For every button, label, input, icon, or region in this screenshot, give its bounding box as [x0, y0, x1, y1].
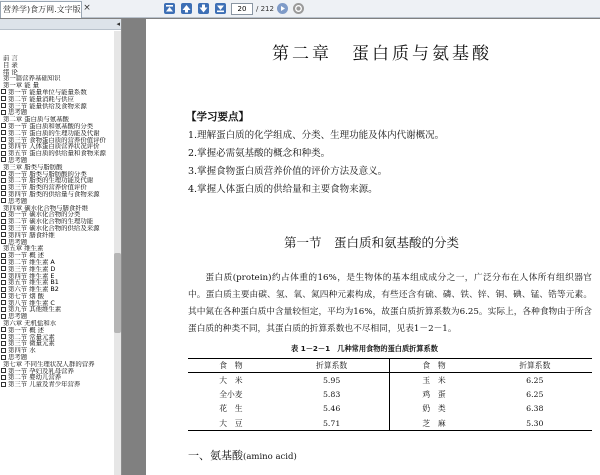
- bookmark-item[interactable]: [0, 368, 115, 375]
- expand-box-icon[interactable]: [1, 198, 6, 203]
- table-cell: 玉 米: [390, 373, 478, 388]
- bookmark-item[interactable]: [0, 306, 115, 313]
- expand-box-icon[interactable]: [1, 327, 6, 332]
- table-header-row: [188, 359, 592, 373]
- bookmark-item[interactable]: [0, 150, 115, 157]
- study-point: 4.掌握人体蛋白质的供给量和主要食物来源。: [188, 184, 378, 195]
- expand-box-icon[interactable]: [1, 375, 6, 380]
- bookmark-label: 第二节 能量消耗与供应: [8, 95, 74, 103]
- bookmark-label: 思考题: [8, 156, 28, 164]
- bookmark-label: 思考题: [8, 109, 28, 117]
- bookmark-item[interactable]: [0, 103, 115, 110]
- study-points-heading: 【学习要点】: [186, 111, 249, 123]
- collapse-panel-icon[interactable]: ◂: [116, 20, 120, 28]
- chapter-title: 第二章 蛋白质与氨基酸: [272, 44, 492, 64]
- table-row: [188, 373, 592, 388]
- bookmark-item[interactable]: [0, 130, 115, 137]
- refresh-icon[interactable]: [292, 2, 305, 15]
- body-paragraph: 蛋白质(protein)约占体重的16%，是生物体的基本组成成分之一，广泛分布在人体所有组织器官中。蛋白质主要由碳、氢、氧、氮四种元素构成，有些还含有硫、磷、铁、锌、铜、碘、锰、锆等元素。其中氮在各种蛋白质中含量较恒定，平均为16%，故蛋白质折算系数为6.25。实际上，各种食物由于所含蛋白质的种类不同，其蛋白质的折算系数也不尽相同，见表1－2－1。: [188, 273, 592, 334]
- page-total: / 212: [256, 5, 274, 13]
- bookmark-label: 第六节 维生素 B2: [8, 286, 59, 293]
- bookmark-item[interactable]: [0, 171, 115, 178]
- bookmark-item[interactable]: [0, 374, 115, 381]
- bookmark-item[interactable]: [0, 232, 115, 239]
- bookmark-item[interactable]: [0, 184, 115, 191]
- bookmark-item[interactable]: [0, 347, 115, 354]
- bookmark-item[interactable]: [0, 327, 115, 334]
- bookmark-label: 第一章 能 量: [3, 82, 40, 89]
- bookmark-label: 第三节 碳水化合物的供给及来源: [8, 224, 100, 232]
- bookmark-label: 第四节 膳食纤维: [8, 231, 55, 239]
- bookmark-label: 第九节 其他维生素: [8, 306, 62, 314]
- expand-box-icon[interactable]: [1, 185, 6, 190]
- expand-box-icon[interactable]: [1, 110, 6, 115]
- conversion-factor-table: [188, 358, 592, 431]
- table-header: 食 物: [390, 359, 478, 373]
- bookmark-item[interactable]: [0, 273, 115, 280]
- bookmark-label: 思考题: [8, 354, 28, 361]
- expand-box-icon[interactable]: [1, 266, 6, 271]
- table-cell: 6.25: [526, 375, 544, 385]
- bookmark-label: 第二节 脂类的生理功能及代谢: [8, 177, 94, 185]
- bookmark-label: 第三节 食物蛋白质的营养价值评价: [8, 136, 106, 144]
- expand-box-icon[interactable]: [1, 314, 6, 319]
- page-number-input[interactable]: 20: [231, 3, 253, 15]
- bookmark-panel-header: [0, 19, 122, 30]
- bookmark-label: 第二节 婴幼儿营养: [8, 374, 62, 382]
- table-cell: 5.83: [322, 389, 341, 399]
- next-page-icon[interactable]: [197, 2, 210, 15]
- section-title: 第一节 蛋白质和氨基酸的分类: [284, 235, 460, 250]
- bookmark-item[interactable]: [0, 177, 115, 184]
- bookmark-item[interactable]: [0, 361, 115, 368]
- previous-page-icon[interactable]: [180, 2, 193, 15]
- bookmark-item[interactable]: [0, 116, 115, 123]
- table-row: [188, 402, 592, 417]
- expand-box-icon[interactable]: [1, 307, 6, 312]
- bookmark-label: 第一节 概 述: [8, 252, 45, 259]
- bookmark-item[interactable]: [0, 191, 115, 198]
- expand-box-icon[interactable]: [1, 103, 6, 108]
- bookmark-label: 第二节 蛋白质的生理功能及代谢: [8, 129, 100, 137]
- bookmark-item[interactable]: [0, 266, 115, 273]
- expand-box-icon[interactable]: [1, 280, 6, 285]
- expand-box-icon[interactable]: [1, 178, 6, 183]
- expand-box-icon[interactable]: [1, 219, 6, 224]
- expand-box-icon[interactable]: [1, 341, 6, 346]
- expand-box-icon[interactable]: [1, 334, 6, 339]
- expand-box-icon[interactable]: [1, 225, 6, 230]
- document-page: [146, 19, 600, 475]
- bookmark-item[interactable]: [0, 164, 115, 171]
- expand-box-icon[interactable]: [1, 130, 6, 135]
- bookmark-label: 第四节 维生素 E: [8, 272, 55, 280]
- table-cell: 大 豆: [219, 418, 243, 428]
- bookmark-label: 第四节 脂类的供给量与食物来源: [8, 190, 100, 198]
- table-cell: 花 生: [219, 404, 243, 414]
- bookmark-label: 第四节 水: [8, 347, 36, 355]
- bookmark-label: 第一篇营养基础知识: [3, 75, 61, 83]
- subsection-title-english: (amino acid): [243, 452, 297, 462]
- bookmark-item[interactable]: [0, 69, 115, 76]
- bookmark-label: 第四章 碳水化合物与膳食纤维: [3, 204, 89, 212]
- expand-box-icon[interactable]: [1, 123, 6, 128]
- bookmark-item[interactable]: [0, 109, 115, 116]
- bookmark-item[interactable]: [0, 55, 115, 62]
- table-header: 折算系数: [274, 359, 390, 373]
- subsection-title-text: 一、氨基酸: [188, 449, 243, 462]
- bookmark-label: 第三章 脂类与脂肪酸: [3, 163, 63, 171]
- table-cell: 5.46: [322, 404, 341, 414]
- bookmark-panel: [0, 19, 122, 475]
- bookmark-label: 第四节 人体蛋白质营养状况评价: [8, 143, 100, 151]
- study-point: 3.掌握食物蛋白质营养价值的评价方法及意义。: [188, 166, 388, 177]
- bookmark-item[interactable]: [0, 218, 115, 225]
- bookmark-item[interactable]: [0, 211, 115, 218]
- expand-box-icon[interactable]: [1, 171, 6, 176]
- bookmark-label: 第一节 能量单位与能量系数: [8, 88, 87, 96]
- table-cell: 5.30: [526, 418, 544, 428]
- expand-box-icon[interactable]: [1, 151, 6, 156]
- bookmark-label: 第一节 碳水化合物的分类: [8, 211, 81, 219]
- bookmark-label: 目 录: [3, 61, 18, 69]
- bookmark-item[interactable]: [0, 96, 115, 103]
- go-to-page-icon[interactable]: [276, 2, 289, 15]
- table-cell: 6.38: [526, 404, 544, 414]
- table-header: 食 物: [188, 359, 274, 373]
- expand-box-icon[interactable]: [1, 239, 6, 244]
- bookmark-item[interactable]: [0, 143, 115, 150]
- bookmark-label: 第三节 能量供给及食物来源: [8, 102, 87, 110]
- bookmark-scrollbar[interactable]: [114, 31, 121, 475]
- subsection-title: [188, 447, 297, 463]
- bookmark-item[interactable]: [0, 62, 115, 69]
- bookmark-label: 第三节 脂类的营养价值评价: [8, 184, 87, 191]
- bookmark-item[interactable]: [0, 157, 115, 164]
- bookmark-label: 第六章 无机盐和水: [3, 320, 57, 327]
- bookmark-item[interactable]: [0, 225, 115, 232]
- expand-box-icon[interactable]: [1, 355, 6, 360]
- close-tab-icon[interactable]: ×: [83, 3, 91, 13]
- table-cell: 5.95: [322, 375, 341, 385]
- bookmark-label: 第八节 维生素 C: [8, 299, 55, 307]
- bookmark-label: 第二节 碳水化合物的生理功能: [8, 218, 94, 225]
- expand-box-icon[interactable]: [1, 89, 6, 94]
- toolbar: [0, 0, 600, 18]
- bookmark-item[interactable]: [0, 205, 115, 212]
- bookmark-item[interactable]: [0, 198, 115, 205]
- expand-box-icon[interactable]: [1, 273, 6, 278]
- document-tab[interactable]: 营养学)食万网.文字版: [0, 1, 82, 18]
- bookmark-item[interactable]: [0, 75, 115, 82]
- table-caption: 表 1－2－1 几种常用食物的蛋白质折算系数: [291, 344, 438, 353]
- bookmark-item[interactable]: [0, 82, 115, 89]
- scrollbar-thumb[interactable]: [114, 253, 121, 333]
- study-point: 2.掌握必需氨基酸的概念和种类。: [188, 148, 331, 159]
- expand-box-icon[interactable]: [1, 212, 6, 217]
- bookmark-tree: [0, 55, 115, 388]
- expand-box-icon[interactable]: [1, 96, 6, 101]
- bookmark-label: 前 言: [3, 55, 18, 62]
- table-row: [188, 416, 592, 431]
- bookmark-item[interactable]: [0, 252, 115, 259]
- bookmark-label: 第五节 蛋白质的供给量和食物来源: [8, 150, 106, 157]
- bookmark-item[interactable]: [0, 123, 115, 130]
- table-cell: 6.25: [526, 389, 544, 399]
- bookmark-item[interactable]: [0, 245, 115, 252]
- table-cell: 鸡 蛋: [390, 387, 478, 402]
- expand-box-icon[interactable]: [1, 382, 6, 387]
- bookmark-label: 第二节 维生素 A: [8, 258, 55, 266]
- expand-box-icon[interactable]: [1, 191, 6, 196]
- bookmark-label: 第七节 烟 酸: [8, 292, 45, 300]
- bookmark-label: 第一节 孕妇及乳母营养: [8, 367, 74, 375]
- table-row: [188, 387, 592, 402]
- bookmark-item[interactable]: [0, 279, 115, 286]
- expand-box-icon[interactable]: [1, 157, 6, 162]
- bookmark-item[interactable]: [0, 286, 115, 293]
- table-body: [188, 373, 592, 431]
- first-page-icon[interactable]: [163, 2, 176, 15]
- bookmark-label: 第二章 蛋白质与氨基酸: [3, 116, 69, 123]
- bookmark-label: 思考题: [8, 197, 28, 205]
- bookmark-item[interactable]: [0, 340, 115, 347]
- expand-box-icon[interactable]: [1, 253, 6, 258]
- expand-box-icon[interactable]: [1, 137, 6, 142]
- expand-box-icon[interactable]: [1, 300, 6, 305]
- bookmark-item[interactable]: [0, 354, 115, 361]
- bookmark-item[interactable]: [0, 381, 115, 388]
- bookmark-label: 第一节 蛋白质和氨基酸的分类: [8, 122, 94, 130]
- bookmark-item[interactable]: [0, 334, 115, 341]
- bookmark-label: 第一节 概 述: [8, 326, 45, 334]
- bookmark-label: 第三节 儿童及青少年营养: [8, 381, 81, 389]
- study-point: 1.理解蛋白质的化学组成、分类、生理功能及体内代谢概况。: [188, 130, 445, 141]
- table-cell: 全小麦: [219, 389, 243, 399]
- bookmark-label: 思考题: [8, 238, 28, 246]
- bookmark-label: 第一节 脂类与脂肪酸的分类: [8, 170, 87, 178]
- bookmark-item[interactable]: [0, 239, 115, 246]
- last-page-icon[interactable]: [214, 2, 227, 15]
- bookmark-label: 第七章 不同生理状况人群的营养: [3, 360, 95, 368]
- bookmark-label: 绪 论: [3, 68, 18, 76]
- bookmark-item[interactable]: [0, 89, 115, 96]
- expand-box-icon[interactable]: [1, 348, 6, 353]
- table-cell: 大 米: [219, 375, 243, 385]
- table-cell: 5.71: [322, 418, 341, 428]
- table-cell: 芝 麻: [390, 416, 478, 431]
- bookmark-label: 第五节 维生素 B1: [8, 279, 59, 287]
- bookmark-item[interactable]: [0, 320, 115, 327]
- expand-box-icon[interactable]: [1, 287, 6, 292]
- bookmark-label: 第五章 维生素: [3, 245, 44, 253]
- bookmark-label: 第二节 常量元素: [8, 333, 55, 341]
- bookmark-item[interactable]: [0, 259, 115, 266]
- expand-box-icon[interactable]: [1, 144, 6, 149]
- expand-box-icon[interactable]: [1, 368, 6, 373]
- bookmark-label: 第三节 维生素 D: [8, 265, 56, 273]
- bookmark-label: 思考题: [8, 313, 28, 321]
- bookmark-item[interactable]: [0, 313, 115, 320]
- bookmark-item[interactable]: [0, 137, 115, 144]
- expand-box-icon[interactable]: [1, 259, 6, 264]
- bookmark-label: 第三节 微量元素: [8, 340, 55, 348]
- table-cell: 奶 类: [390, 402, 478, 417]
- bookmark-item[interactable]: [0, 293, 115, 300]
- expand-box-icon[interactable]: [1, 232, 6, 237]
- expand-box-icon[interactable]: [1, 293, 6, 298]
- table-header: 折算系数: [478, 359, 592, 373]
- bookmark-item[interactable]: [0, 300, 115, 307]
